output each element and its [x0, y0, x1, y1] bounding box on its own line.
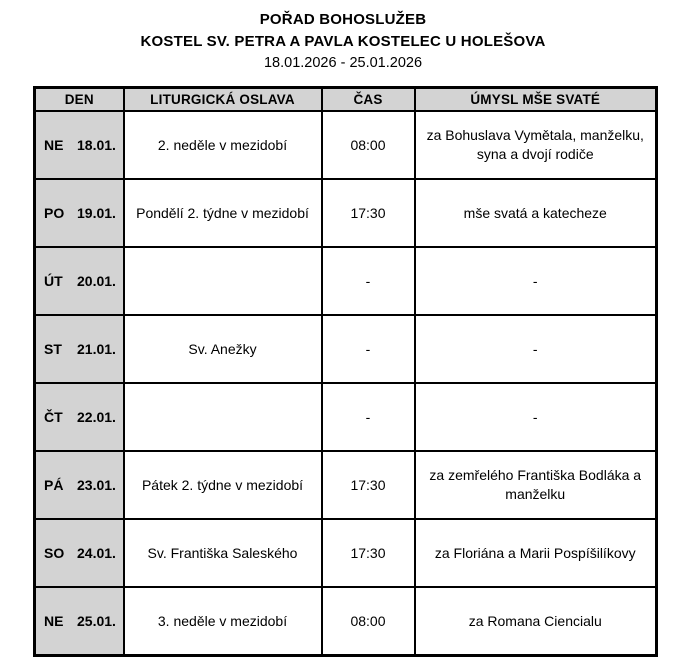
time-cell: 17:30	[322, 179, 415, 247]
intention-cell: mše svatá a katecheze	[415, 179, 657, 247]
schedule-row-po-19	[35, 179, 657, 247]
day-date: 22.01.	[77, 408, 116, 425]
day-cell	[35, 587, 124, 656]
schedule-table-body	[35, 111, 657, 656]
celebration-cell: Sv. Františka Saleského	[124, 519, 322, 587]
day-cell	[35, 179, 124, 247]
day-abbr: ST	[44, 340, 62, 357]
time-cell: -	[322, 383, 415, 451]
day-date: 24.01.	[77, 544, 116, 561]
time-cell: 17:30	[322, 451, 415, 519]
time-cell: 08:00	[322, 587, 415, 656]
day-cell	[35, 315, 124, 383]
celebration-cell: Sv. Anežky	[124, 315, 322, 383]
intention-cell: za Bohuslava Vymětala, manželku, syna a dvojí rodiče	[415, 111, 657, 179]
day-cell	[35, 451, 124, 519]
celebration-cell: Pondělí 2. týdne v mezidobí	[124, 179, 322, 247]
date-range: 18.01.2026 - 25.01.2026	[263, 55, 423, 71]
day-date: 25.01.	[77, 612, 116, 629]
day-abbr: PO	[44, 204, 65, 221]
intention-cell: za Romana Ciencialu	[415, 587, 657, 656]
day-date: 21.01.	[77, 340, 116, 357]
header-row	[35, 88, 657, 112]
day-abbr: SO	[44, 544, 65, 561]
celebration-cell: 3. neděle v mezidobí	[124, 587, 322, 656]
day-cell	[35, 383, 124, 451]
schedule-row-so-24	[35, 519, 657, 587]
intention-cell: -	[415, 383, 657, 451]
celebration-cell: Pátek 2. týdne v mezidobí	[124, 451, 322, 519]
day-cell	[35, 111, 124, 179]
time-cell: 17:30	[322, 519, 415, 587]
header-den: DEN	[35, 88, 124, 112]
celebration-cell	[124, 383, 322, 451]
time-cell: 08:00	[322, 111, 415, 179]
header-cas: ČAS	[322, 88, 415, 112]
day-abbr: ČT	[44, 408, 63, 425]
church-name: KOSTEL SV. PETRA A PAVLA KOSTELEC U HOLEŠOVA	[140, 33, 546, 50]
day-date: 18.01.	[77, 136, 116, 153]
day-abbr: NE	[44, 612, 64, 629]
time-cell: -	[322, 247, 415, 315]
schedule-row-pa-23	[35, 451, 657, 519]
celebration-cell: 2. neděle v mezidobí	[124, 111, 322, 179]
intention-cell: za zemřelého Františka Bodláka a manželku	[415, 451, 657, 519]
intention-cell: -	[415, 315, 657, 383]
day-date: 20.01.	[77, 272, 116, 289]
schedule-row-ne-18	[35, 111, 657, 179]
schedule-table	[33, 86, 658, 657]
schedule-table-header	[35, 88, 657, 112]
schedule-row-ut-20	[35, 247, 657, 315]
intention-cell: -	[415, 247, 657, 315]
intention-cell: za Floriána a Marii Pospíšilíkovy	[415, 519, 657, 587]
header-umysl-mse-svate: ÚMYSL MŠE SVATÉ	[415, 88, 657, 112]
header-liturgicka-oslava: LITURGICKÁ OSLAVA	[124, 88, 322, 112]
day-abbr: ÚT	[44, 272, 63, 289]
day-abbr: NE	[44, 136, 64, 153]
time-cell: -	[322, 315, 415, 383]
schedule-row-st-21	[35, 315, 657, 383]
title-block	[0, 0, 686, 73]
day-date: 23.01.	[77, 476, 116, 493]
document-title: POŘAD BOHOSLUŽEB	[259, 11, 427, 28]
schedule-row-ct-22	[35, 383, 657, 451]
day-date: 19.01.	[77, 204, 116, 221]
celebration-cell	[124, 247, 322, 315]
day-cell	[35, 519, 124, 587]
day-cell	[35, 247, 124, 315]
schedule-row-ne-25	[35, 587, 657, 656]
day-abbr: PÁ	[44, 476, 64, 493]
